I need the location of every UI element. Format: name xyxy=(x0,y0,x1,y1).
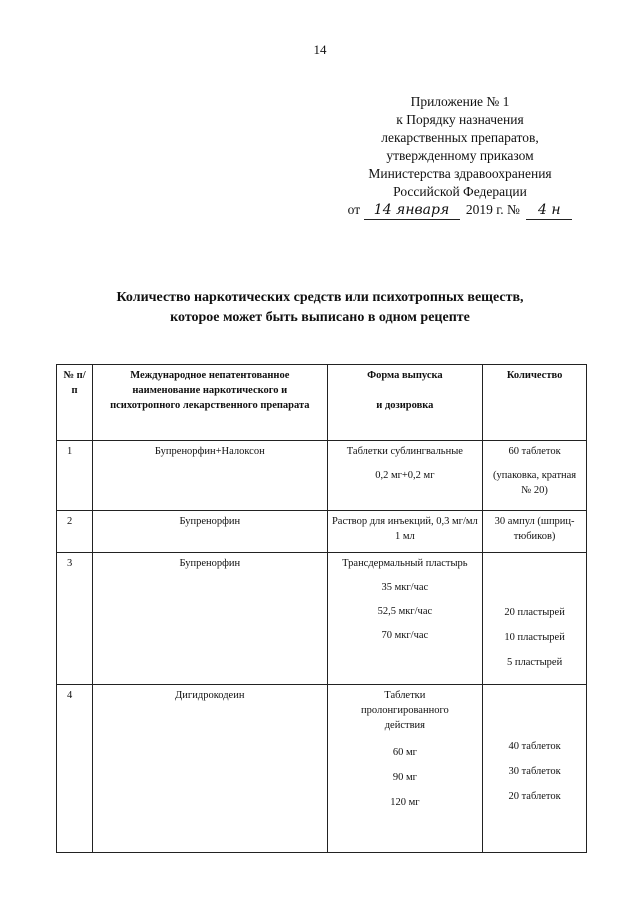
form-text: 60 мг xyxy=(392,747,417,758)
header-name: Международное непатентованное наименование наркотического и психотропного лекарственного препарата xyxy=(93,365,327,441)
table-row xyxy=(57,441,587,511)
appendix-line: утвержденному приказом xyxy=(386,148,534,163)
appendix-line: Российской Федерации xyxy=(393,184,527,199)
form-text: Трансдермальный пластырь xyxy=(342,558,468,569)
row-name: Бупренорфин xyxy=(93,553,327,685)
qty-text: 10 пластырей xyxy=(504,632,565,643)
row-num: 3 xyxy=(57,553,93,685)
appendix-line: лекарственных препаратов, xyxy=(381,130,539,145)
page-number: 14 xyxy=(313,42,327,57)
appendix-line: Приложение № 1 xyxy=(410,94,510,109)
form-text: 90 мг xyxy=(392,772,417,783)
year-text: 2019 г. № xyxy=(465,202,520,217)
header-form-line: Форма выпуска xyxy=(367,370,443,381)
qty-text: 5 пластырей xyxy=(506,657,563,668)
qty-text: 30 ампул (шприц-тюбиков) xyxy=(494,516,575,542)
document-title xyxy=(60,288,580,328)
table-row xyxy=(57,553,587,685)
title-line-1: Количество наркотических средств или психотропных веществ, xyxy=(116,290,524,305)
row-name: Бупренорфин+Налоксон xyxy=(93,441,327,511)
header-form xyxy=(327,365,483,441)
qty-text: 60 таблеток xyxy=(508,446,561,457)
row-name: Бупренорфин xyxy=(93,511,327,553)
header-form-line: и дозировка xyxy=(376,400,434,411)
row-num: 2 xyxy=(57,511,93,553)
row-form xyxy=(327,441,483,511)
row-num: 4 xyxy=(57,685,93,853)
appendix-line: Министерства здравоохранения xyxy=(368,166,552,181)
row-form xyxy=(327,685,483,853)
appendix-header xyxy=(340,93,580,220)
row-qty xyxy=(483,685,587,853)
qty-text: 40 таблеток xyxy=(508,741,561,752)
row-form xyxy=(327,511,483,553)
form-text: Раствор для инъекций, 0,3 мг/мл 1 мл xyxy=(331,516,478,542)
handwritten-date: 14 января xyxy=(364,201,460,220)
qty-text: 30 таблеток xyxy=(508,766,561,777)
qty-text: (упаковка, кратная № 20) xyxy=(493,470,577,496)
row-name: Дигидрокодеин xyxy=(93,685,327,853)
form-text: 70 мкг/час xyxy=(381,630,429,641)
row-qty xyxy=(483,553,587,685)
row-form xyxy=(327,553,483,685)
row-qty xyxy=(483,511,587,553)
header-num: № п/п xyxy=(57,365,93,441)
form-text: Таблетки пролонгированного действия xyxy=(360,690,449,731)
date-prefix: от xyxy=(347,202,361,217)
title-line-2: которое может быть выписано в одном рецепте xyxy=(170,310,470,325)
header-qty: Количество xyxy=(483,365,587,441)
row-qty xyxy=(483,441,587,511)
qty-text: 20 таблеток xyxy=(508,791,561,802)
form-text: 52,5 мкг/час xyxy=(377,606,433,617)
drug-quantity-table xyxy=(56,364,587,853)
form-text: 120 мг xyxy=(390,797,420,808)
table-row xyxy=(57,511,587,553)
row-num: 1 xyxy=(57,441,93,511)
table-row xyxy=(57,685,587,853)
form-text: 35 мкг/час xyxy=(381,582,429,593)
table-header-row xyxy=(57,365,587,441)
form-text: Таблетки сублингвальные xyxy=(346,446,463,457)
order-date-line xyxy=(340,201,580,220)
appendix-line: к Порядку назначения xyxy=(396,112,524,127)
qty-text: 20 пластырей xyxy=(504,607,565,618)
form-text: 0,2 мг+0,2 мг xyxy=(375,470,435,481)
handwritten-number: 4 н xyxy=(526,201,572,220)
